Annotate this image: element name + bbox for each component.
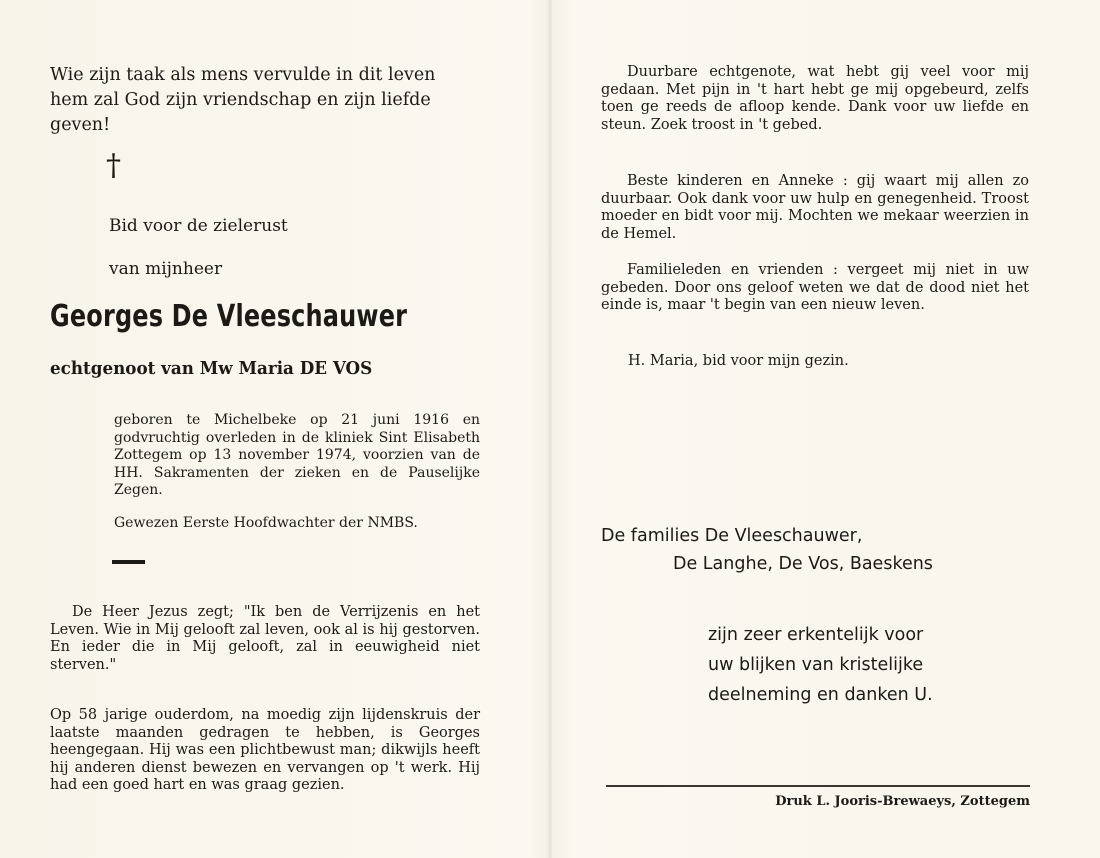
right-page [550,0,1100,858]
prayer-line: Bid voor de zielerust [109,216,288,236]
families-line-1: De families De Vleeschauwer, [601,526,863,546]
occupation: Gewezen Eerste Hoofdwachter der NMBS. [114,515,418,531]
message-to-family [601,262,1029,315]
bible-verse [50,604,480,674]
epigraph-line-3: geven! [50,115,111,135]
van-line: van mijnheer [109,259,223,279]
printer-credit: Druk L. Jooris-Brewaeys, Zottegem [775,794,1030,809]
thanks-line-3: deelneming en danken U. [708,685,933,705]
epigraph-line-2: hem zal God zijn vriendschap en zijn liefde [50,90,431,110]
message-to-family-text: Familieleden en vrienden : vergeet mij niet in uw gebeden. Door ons geloof weten we dat de dood niet het einde is, maar 't begin van een nieuw leven. [601,262,1029,314]
message-to-children [601,173,1029,243]
bible-verse-text: De Heer Jezus zegt; "Ik ben de Verrijzenis en het Leven. Wie in Mij gelooft zal leven, ook al is hij gestorven. En ieder die in Mij gelooft, zal in eeuwigheid niet sterven." [50,604,480,673]
thanks-line-1: zijn zeer erkentelijk voor [708,625,924,645]
footer-rule [606,785,1030,787]
eulogy: Op 58 jarige ouderdom, na moedig zijn lijdenskruis der laatste maanden gedragen te hebben, is Georges heengegaan. Hij was een plichtbewust man; dikwijls heeft hij anderen dienst bewezen en vervangen op 't werk. Hij had een goed hart en was graag gezien. [50,707,480,794]
message-to-spouse [601,64,1029,134]
thanks-block [708,620,933,710]
families-block [601,522,933,578]
message-to-spouse-text: Duurbare echtgenote, wat hebt gij veel voor mij gedaan. Met pijn in 't hart hebt ge mij opgebeurd, zelfs toen ge reeds de afloop kende. Dank voor uw liefde en steun. Zoek troost in 't gebed. [601,64,1029,133]
biography: geboren te Michelbeke op 21 juni 1916 en godvruchtig overleden in de kliniek Sint Elisabeth Zottegem op 13 november 1974, voorzien van de HH. Sakramenten der zieken en de Pauselijke Zegen. [114,412,480,498]
divider-dash [112,560,145,564]
spouse-line: echtgenoot van Mw Maria DE VOS [50,358,373,379]
cross-icon: † [106,148,121,183]
thanks-line-2: uw blijken van kristelijke [708,655,924,675]
closing-prayer: H. Maria, bid voor mijn gezin. [628,353,849,369]
epigraph-line-1: Wie zijn taak als mens vervulde in dit leven [50,65,436,85]
families-line-2: De Langhe, De Vos, Baeskens [673,554,933,574]
epigraph [50,63,478,138]
message-to-children-text: Beste kinderen en Anneke : gij waart mij allen zo duurbaar. Ook dank voor uw hulp en genegenheid. Troost moeder en bidt voor mij. Mochten we mekaar weerzien in de Hemel. [601,173,1029,242]
deceased-name: Georges De Vleeschauwer [50,299,408,334]
